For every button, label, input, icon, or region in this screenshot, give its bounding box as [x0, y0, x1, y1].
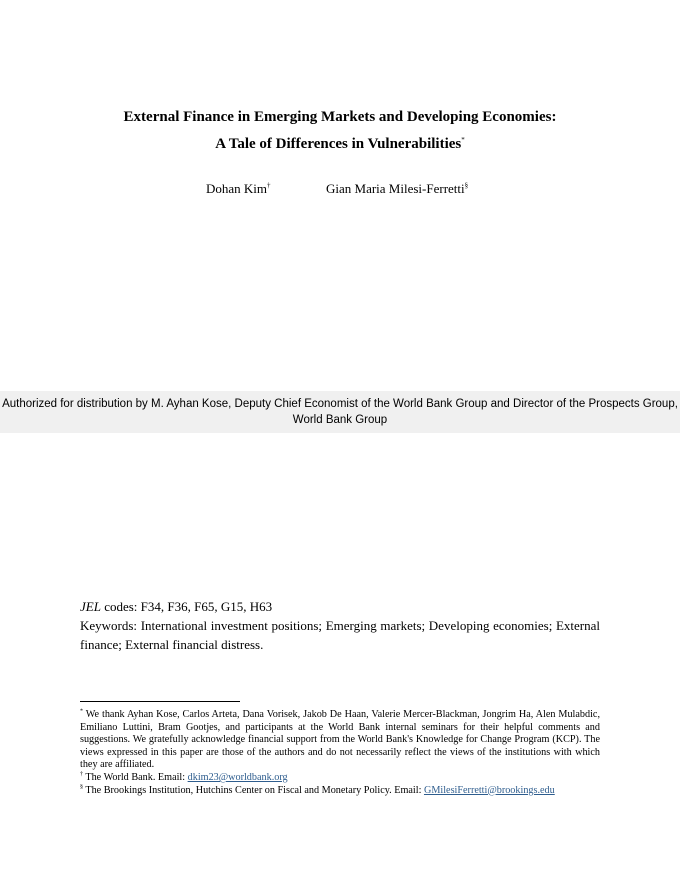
footnote-thanks — [80, 709, 600, 772]
footnote-thanks-mark: * — [80, 708, 83, 715]
author-2 — [326, 181, 468, 197]
footnotes — [80, 709, 600, 797]
author-1 — [206, 181, 271, 197]
author-1-mark: † — [267, 181, 271, 190]
authorization-line-2: World Bank Group — [292, 414, 388, 426]
author-1-name: Dohan Kim — [206, 181, 268, 196]
title-line-2 — [0, 131, 680, 158]
footnote-author-2-mark: § — [80, 784, 83, 791]
jel-codes — [80, 597, 600, 616]
paper-title — [0, 104, 680, 158]
authorization-banner — [0, 391, 680, 433]
jel-label: JEL — [80, 599, 101, 614]
footnote-author-2 — [80, 785, 600, 798]
title-line-1: External Finance in Emerging Markets and Developing Economies: — [123, 109, 557, 125]
keywords: Keywords: International investment positions; Emerging markets; Developing economies; External finance; External financial distress. — [80, 618, 600, 652]
footnote-author-1-text: The World Bank. Email: — [83, 771, 188, 783]
email-link-author-2[interactable]: GMilesiFerretti@brookings.edu — [423, 784, 555, 796]
title-line-2-text: A Tale of Differences in Vulnerabilities — [215, 136, 462, 152]
author-2-name: Gian Maria Milesi-Ferretti — [326, 181, 465, 196]
footnote-thanks-text: We thank Ayhan Kose, Carlos Arteta, Dana Vorisek, Jakob De Haan, Valerie Mercer-Blackman, Jongrim Ha, Alen Mulabdic, Emiliano Luttini, Bram Gootjes, and participants at the World Bank internal seminars for their helpful comments and suggestions. We gratefully acknowledge financial support from the World Bank's Knowledge for Change Program (KCP). The views expressed in this paper are those of the authors and do not necessarily reflect the views of the institutions with which they are affiliated. — [80, 709, 600, 771]
email-link-author-1[interactable]: dkim23@worldbank.org — [187, 771, 288, 783]
jel-text: codes: F34, F36, F65, G15, H63 — [100, 599, 273, 614]
footnote-author-2-text: The Brookings Institution, Hutchins Center on Fiscal and Monetary Policy. Email: — [83, 784, 424, 796]
author-2-mark: § — [464, 181, 469, 190]
footnote-author-1 — [80, 772, 600, 785]
footnote-author-1-mark: † — [80, 771, 83, 778]
title-footnote-mark: * — [461, 136, 465, 144]
authorization-line-1: Authorized for distribution by M. Ayhan Kose, Deputy Chief Economist of the World Bank Group and Director of the Prospects Group, — [2, 398, 678, 410]
footnote-rule — [80, 701, 240, 702]
